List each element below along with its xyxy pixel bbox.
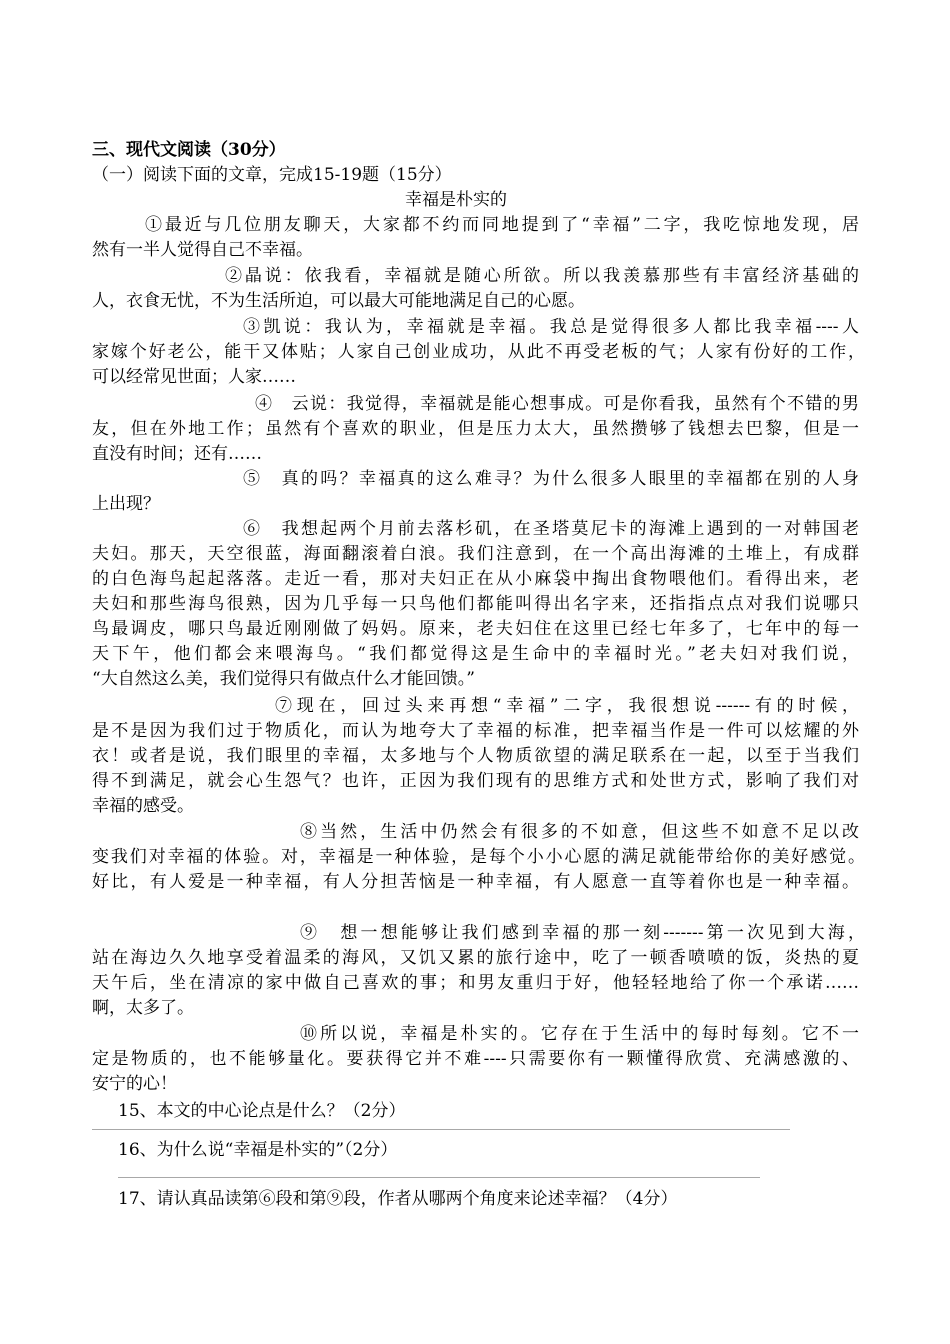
paragraph-7-line: ⑦现在，回过头来再想“幸福”二字，我很想说------有的时候， <box>275 696 859 716</box>
paragraph-7-line: 得不到满足，就会心生怨气？也许，正因为我们现有的思维方式和处世方式，影响了我们对 <box>92 771 859 791</box>
paragraph-7-line: 幸福的感受。 <box>92 796 194 816</box>
answer-line-15[interactable] <box>92 1129 790 1130</box>
paragraph-8-line: 好比，有人爱是一种幸福，有人分担苦恼是一种幸福，有人愿意一直等着你也是一种幸福。 <box>92 872 859 892</box>
paragraph-10-line: 定是物质的，也不能够量化。要获得它并不难----只需要你有一颗懂得欣赏、充满感激的、 <box>92 1049 859 1069</box>
paragraph-6-line: 夫妇。那天，天空很蓝，海面翻滚着白浪。我们注意到，在一个高出海滩的土堆上，有成群 <box>92 544 859 564</box>
paragraph-9-line: 天午后，坐在清凉的家中做自己喜欢的事；和男友重归于好，他轻轻地给了你一个承诺…… <box>92 973 859 993</box>
paragraph-3-line: ③凯说：我认为，幸福就是幸福。我总是觉得很多人都比我幸福----人 <box>243 317 859 337</box>
paragraph-3-line: 家嫁个好老公，能干又体贴；人家自己创业成功，从此不再受老板的气；人家有份好的工作， <box>92 342 865 362</box>
paragraph-8-line: ⑧当然，生活中仍然会有很多的不如意，但这些不如意不足以改 <box>300 822 859 842</box>
paragraph-6-line: 夫妇和那些海鸟很熟，因为几乎每一只鸟他们都能叫得出名字来，还指指点点对我们说哪只 <box>92 594 859 614</box>
article-title: 幸福是朴实的 <box>405 190 507 210</box>
paragraph-7-line: 衣！或者是说，我们眼里的幸福，太多地与个人物质欲望的满足联系在一起，以至于当我们 <box>92 746 859 766</box>
paragraph-8-line: 变我们对幸福的体验。对，幸福是一种体验，是每个小小心愿的满足就能带给你的美好感觉。 <box>92 847 865 867</box>
paragraph-1-line: ①最近与几位朋友聊天，大家都不约而同地提到了“幸福”二字，我吃惊地发现，居 <box>145 215 859 235</box>
paragraph-6-line: 鸟最调皮，哪只鸟最近刚刚做了妈妈。原来，老夫妇住在这里已经七年多了，七年中的每一 <box>92 619 859 639</box>
paragraph-9-line: ⑨ 想一想能够让我们感到幸福的那一刻-------第一次见到大海， <box>300 923 865 943</box>
paragraph-6-line: ⑥ 我想起两个月前去落杉矶，在圣塔莫尼卡的海滩上遇到的一对韩国老 <box>243 519 859 539</box>
paragraph-6-line: “大自然这么美，我们觉得只有做点什么才能回馈。” <box>92 669 475 689</box>
paragraph-6-line: 的白色海鸟起起落落。走近一看，那对夫妇正在从小麻袋中掏出食物喂他们。看得出来，老 <box>92 569 859 589</box>
question-15: 15、本文的中心论点是什么？（2分） <box>118 1101 406 1121</box>
paragraph-3-line: 可以经常见世面；人家…… <box>92 367 296 387</box>
section-heading: 三、现代文阅读（30分） <box>92 140 286 160</box>
paragraph-9-line: 啊，太多了。 <box>92 998 194 1018</box>
paragraph-4-line: 直没有时间；还有…… <box>92 444 262 464</box>
paragraph-9-line: 站在海边久久地享受着温柔的海风，又饥又累的旅行途中，吃了一顿香喷喷的饭，炎热的夏 <box>92 948 859 968</box>
paragraph-5-line: ⑤ 真的吗？幸福真的这么难寻？为什么很多人眼里的幸福都在别的人身 <box>243 469 859 489</box>
answer-line-16[interactable] <box>118 1177 760 1178</box>
paragraph-2-line: 人，衣食无忧，不为生活所迫，可以最大可能地满足自己的心愿。 <box>92 291 585 311</box>
question-16: 16、为什么说“幸福是朴实的”（2分） <box>118 1140 398 1160</box>
paragraph-4-line: 友，但在外地工作；虽然有个喜欢的职业，但是压力太大，虽然攒够了钱想去巴黎，但是一 <box>92 419 859 439</box>
instruction: （一）阅读下面的文章，完成15-19题（15分） <box>92 165 452 185</box>
paragraph-10-line: 安宁的心！ <box>92 1074 177 1094</box>
paragraph-5-line: 上出现？ <box>92 494 160 514</box>
question-17: 17、请认真品读第⑥段和第⑨段，作者从哪两个角度来论述幸福？（4分） <box>118 1189 678 1209</box>
paragraph-4-line: ④ 云说：我觉得，幸福就是能心想事成。可是你看我，虽然有个不错的男 <box>255 394 859 414</box>
paragraph-6-line: 天下午，他们都会来喂海鸟。“我们都觉得这是生命中的幸福时光。”老夫妇对我们说， <box>92 644 859 664</box>
paragraph-10-line: ⑩所以说，幸福是朴实的。它存在于生活中的每时每刻。它不一 <box>300 1024 859 1044</box>
paragraph-7-line: 是不是因为我们过于物质化，而认为地夸大了幸福的标准，把幸福当作是一件可以炫耀的外 <box>92 721 859 741</box>
paragraph-1-line: 然有一半人觉得自己不幸福。 <box>92 240 313 260</box>
paragraph-2-line: ②晶说：依我看，幸福就是随心所欲。所以我羡慕那些有丰富经济基础的 <box>225 266 859 286</box>
